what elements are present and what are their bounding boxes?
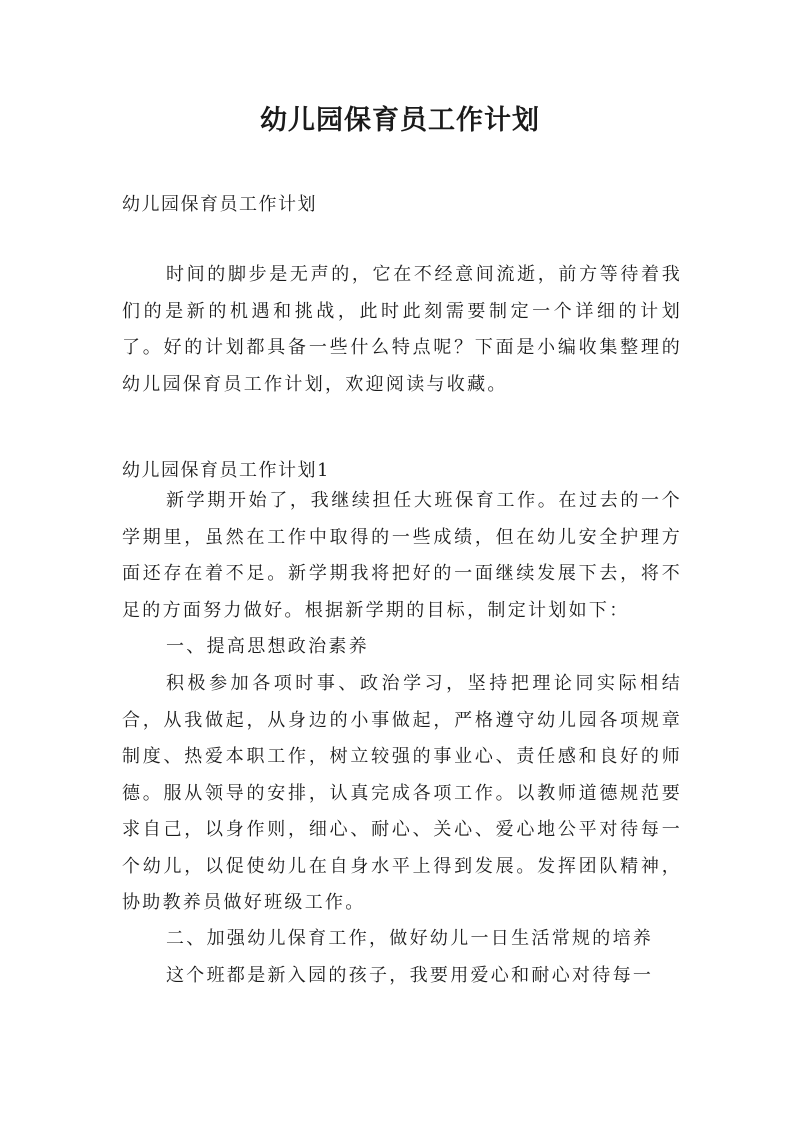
heading-1: 一、提高思想政治素养: [166, 636, 369, 657]
heading-2-body: 这个班都是新入园的孩子，我要用爱心和耐心对待每一: [166, 965, 654, 986]
intro-paragraph: 时间的脚步是无声的，它在不经意间流逝，前方等待着我们的是新的机遇和挑战，此时此刻需要制定一个详细的计划了。好的计划都具备一些什么特点呢？下面是小编收集整理的幼儿园保育员工作计划，欢迎阅读与收藏。: [122, 264, 682, 395]
section-1-paragraph: 新学期开始了，我继续担任大班保育工作。在过去的一个学期里，虽然在工作中取得的一些成绩，但在幼儿安全护理方面还存在着不足。新学期我将把好的一面继续发展下去，将不足的方面努力做好。根据新学期的目标，制定计划如下：: [122, 490, 682, 621]
heading-1-body: 积极参加各项时事、政治学习，坚持把理论同实际相结合，从我做起，从身边的小事做起，严格遵守幼儿园各项规章制度、热爱本职工作，树立较强的事业心、责任感和良好的师德。服从领导的安排，认真完成各项工作。以教师道德规范要求自己，以身作则，细心、耐心、关心、爱心地公平对待每一个幼儿，以促使幼儿在自身水平上得到发展。发挥团队精神，协助教养员做好班级工作。: [122, 673, 682, 913]
document-title: 幼儿园保育员工作计划: [260, 105, 540, 136]
document-subtitle: 幼儿园保育员工作计划: [122, 194, 317, 215]
heading-2: 二、加强幼儿保育工作，做好幼儿一日生活常规的培养: [166, 928, 654, 949]
section-1-title: 幼儿园保育员工作计划1: [122, 460, 330, 481]
